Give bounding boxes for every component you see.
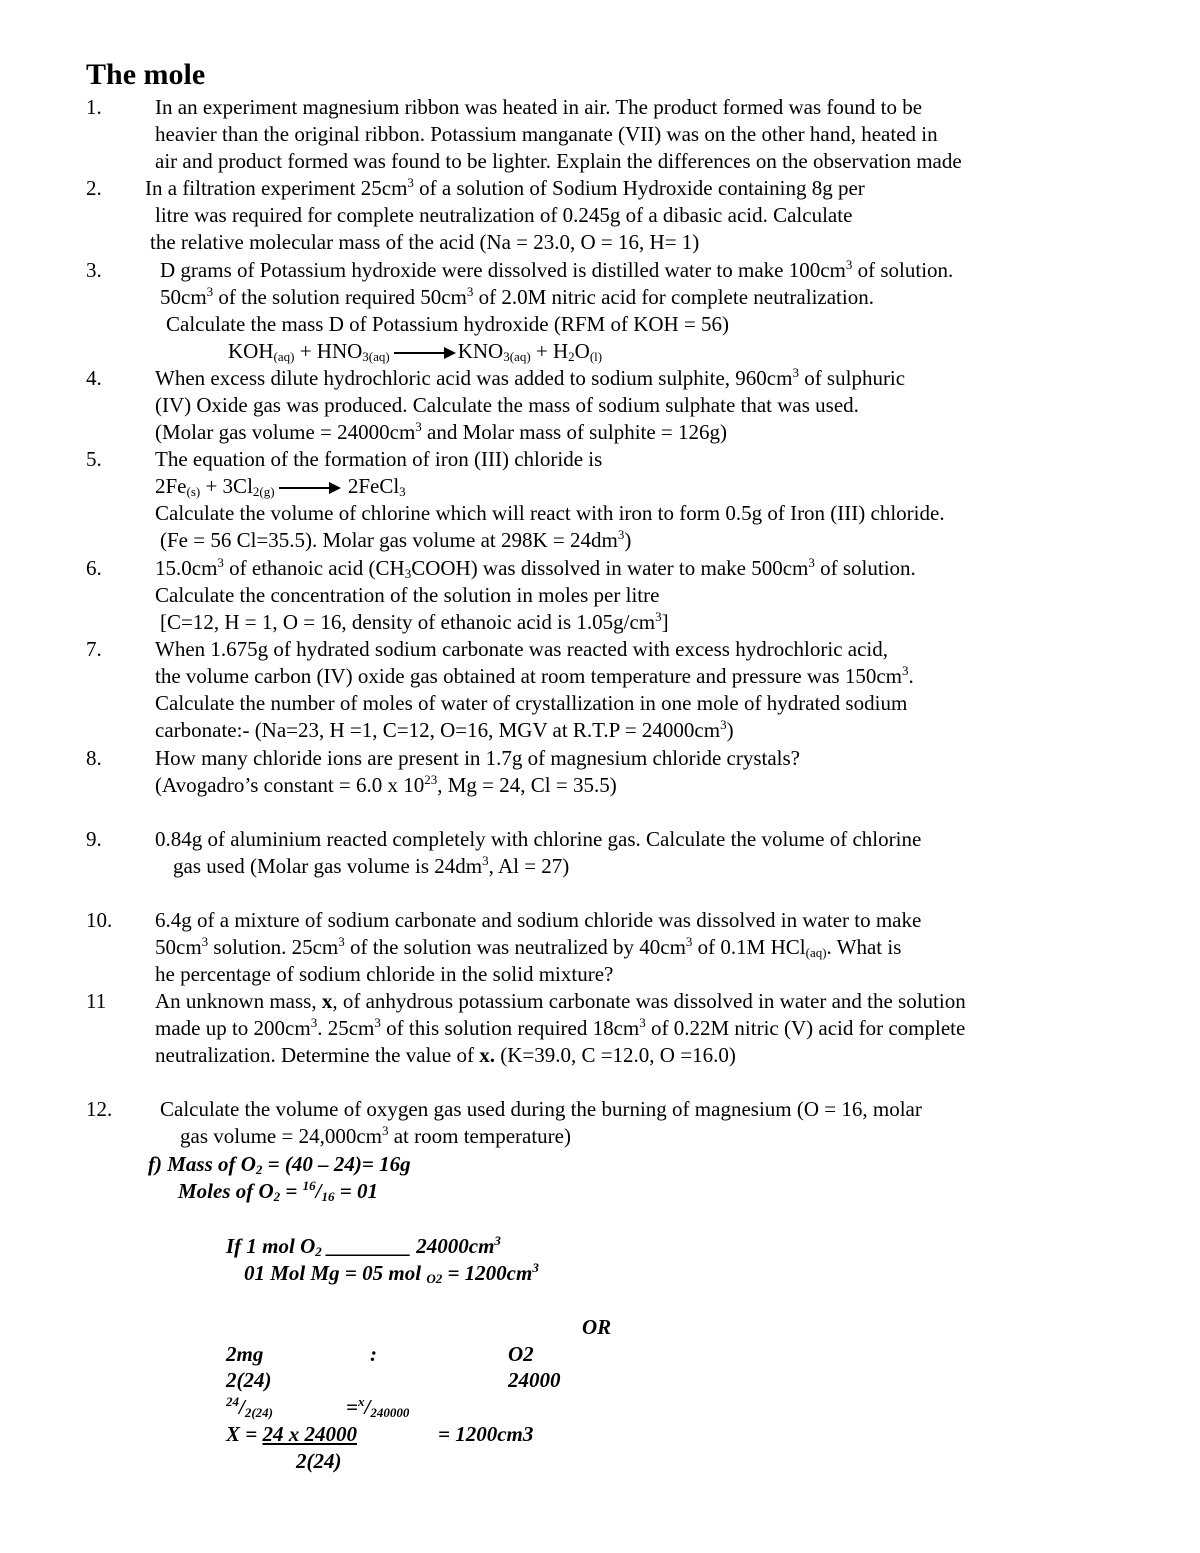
question-number: 2.: [86, 176, 102, 200]
or-label: OR: [582, 1315, 612, 1339]
question-text: the volume carbon (IV) oxide gas obtained at room temperature and pressure was $150cm^3$.: [155, 663, 914, 688]
question-text: carbonate:- (Na=23, H =1, C=12, O=16, MGV at $R.T.P = 24000cm^3$): [155, 717, 734, 742]
arrow-icon: [279, 487, 339, 489]
question-text: When excess dilute hydrochloric acid was added to sodium sulphite, $960cm^3$ of sulphuric: [155, 365, 906, 390]
ratio-row: $^{24}/_{2(24)}$: [226, 1394, 274, 1420]
question-number: 9.: [86, 827, 102, 851]
ratio-row: = 1200cm3: [438, 1422, 534, 1446]
question-text: How many chloride ions are present in 1.7g of magnesium chloride crystals?: [155, 746, 800, 770]
question-text: In an experiment magnesium ribbon was heated in air. The product formed was found to be: [155, 95, 923, 119]
question-number: 8.: [86, 746, 102, 770]
ratio-row: 2mg: [226, 1342, 264, 1366]
question-number: 7.: [86, 637, 102, 661]
question-text: In a filtration experiment $25cm^3$ of a solution of Sodium Hydroxide containing 8g per: [145, 175, 865, 200]
question-text: 6.4g of a mixture of sodium carbonate and sodium chloride was dissolved in water to make: [155, 908, 922, 932]
ratio-row: O2: [508, 1342, 534, 1366]
question-number: 5.: [86, 447, 102, 471]
question-text: Calculate the volume of chlorine which will react with iron to form 0.5g of Iron (III) chloride.: [155, 501, 945, 525]
chemical-equation: $2Fe_{(s)} + 3Cl_{2(g)}$ 2FeCl$_3$: [155, 474, 406, 499]
question-text: litre was required for complete neutralization of 0.245g of a dibasic acid. Calculate: [155, 203, 853, 227]
question-number: 10.: [86, 908, 113, 932]
question-text: $50cm^3$ solution. $25cm^3$ of the solution was neutralized by $40cm^3$ of 0.1M HCl$_{(aq)}$. What is: [155, 934, 902, 960]
question-text: $15.0cm^3$ of ethanoic acid $(CH_3COOH)$ was dissolved in water to make $500cm^3$ of solution.: [155, 555, 916, 581]
ratio-row: 24000: [508, 1368, 561, 1392]
chemical-equation: $KOH_{(aq)} + HNO_{3(aq)}$ $KNO_{3(aq)} + H_2O_{(l)}$: [228, 339, 603, 364]
question-text: gas used (Molar gas volume is $24dm^3$, Al = 27): [173, 853, 570, 878]
question-number: 11: [86, 989, 107, 1013]
question-text: Calculate the volume of oxygen gas used during the burning of magnesium (O = 16, molar: [160, 1097, 922, 1121]
question-number: 6.: [86, 556, 102, 580]
question-text: The equation of the formation of iron (III) chloride is: [155, 447, 603, 471]
ratio-row: $=^x/_{240000}$: [346, 1394, 410, 1420]
question-text: Calculate the concentration of the solution in moles per litre: [155, 583, 660, 607]
question-text: $50cm^3$ of the solution required $50cm^3$ of 2.0M nitric acid for complete neutralization.: [160, 284, 874, 309]
answer-line: Moles of $O_2 = ^{16}/_{16} = 01$: [178, 1178, 378, 1204]
question-text: (IV) Oxide gas was produced. Calculate the mass of sodium sulphate that was used.: [155, 393, 859, 417]
question-text: the relative molecular mass of the acid (Na = 23.0, O = 16, H= 1): [150, 230, 700, 254]
question-text: gas volume = $24,000cm^3$ at room temperature): [180, 1123, 571, 1148]
question-text: When 1.675g of hydrated sodium carbonate was reacted with excess hydrochloric acid,: [155, 637, 888, 661]
question-text: An unknown mass, x, of anhydrous potassium carbonate was dissolved in water and the solution: [155, 989, 966, 1013]
question-text: (Fe = 56 Cl=35.5). Molar gas volume at $298K = 24dm^3$): [160, 527, 632, 552]
page-title: The mole: [86, 58, 206, 91]
question-text: heavier than the original ribbon. Potassium manganate (VII) was on the other hand, heated in: [155, 122, 938, 146]
ratio-row: X = 24 x 24000: [226, 1422, 357, 1446]
question-text: 0.84g of aluminium reacted completely with chlorine gas. Calculate the volume of chlorine: [155, 827, 922, 851]
ratio-row: 2(24): [296, 1449, 342, 1473]
question-text: made up to $200cm^3$. $25cm^3$ of this solution required $18cm^3$ of 0.22M nitric (V) acid for complete: [155, 1015, 966, 1040]
ratio-row: 2(24): [226, 1368, 272, 1392]
answer-line: 01 Mol Mg = 05 mol $_{O2} = 1200cm^3$: [244, 1260, 539, 1286]
question-text: (Avogadro’s constant = 6.0 x $10^{23}$, Mg = 24, Cl = 35.5): [155, 772, 617, 797]
question-text: Calculate the number of moles of water of crystallization in one mole of hydrated sodium: [155, 691, 908, 715]
question-text: Calculate the mass D of Potassium hydroxide (RFM of KOH = 56): [166, 312, 730, 336]
question-number: 3.: [86, 258, 102, 282]
answer-line: f) Mass of $O_2 = (40 - 24)= 16g$: [148, 1152, 411, 1177]
question-text: he percentage of sodium chloride in the solid mixture?: [155, 962, 614, 986]
answer-line: If 1 mol $O_2$ ________ $24000cm^3$: [226, 1233, 501, 1259]
question-number: 12.: [86, 1097, 113, 1121]
question-text: neutralization. Determine the value of x. (K=39.0, C =12.0, O =16.0): [155, 1043, 736, 1067]
question-number: 4.: [86, 366, 102, 390]
question-text: air and product formed was found to be lighter. Explain the differences on the observation made: [155, 149, 962, 173]
ratio-row: :: [370, 1342, 377, 1366]
question-text: (Molar gas volume = $24000cm^3$ and Molar mass of sulphite = 126g): [155, 419, 728, 444]
arrow-icon: [394, 352, 454, 354]
question-text: [C=12, H = 1, O = 16, density of ethanoic acid is $1.05g/cm^3$]: [160, 609, 669, 634]
question-text: D grams of Potassium hydroxide were dissolved is distilled water to make $100cm^3$ of solution.: [160, 257, 954, 282]
question-number: 1.: [86, 95, 102, 119]
